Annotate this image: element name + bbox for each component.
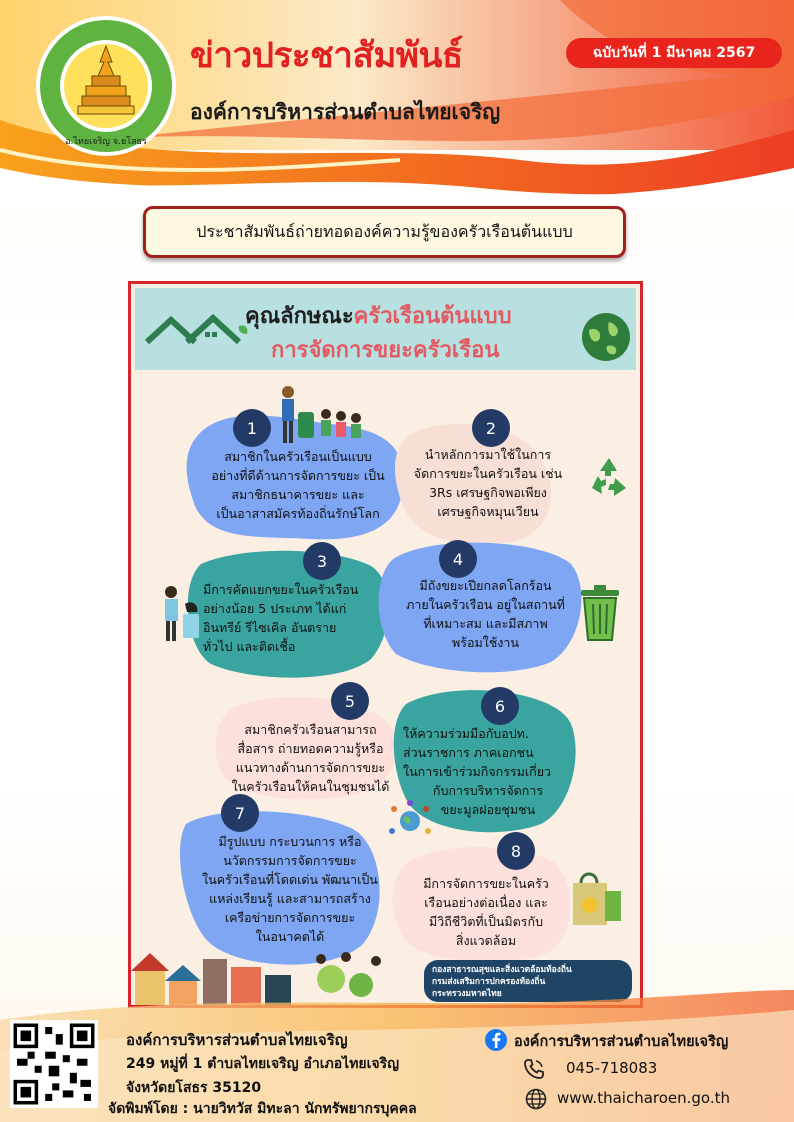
item-number-4: 4 — [439, 540, 477, 578]
item-text-7 — [195, 832, 385, 946]
item-4-line-3: ที่เหมาะสม และมีสภาพ — [423, 616, 548, 631]
organization-subtitle: องค์การบริหารส่วนตำบลไทยเจริญ — [190, 100, 501, 124]
item-2-line-2: จัดการขยะในครัวเรือน เช่น — [413, 466, 563, 481]
footer-address-line1: 249 หมู่ที่ 1 ตำบลไทยเจริญ อำเภอไทยเจริญ — [126, 1056, 400, 1072]
footer-printed-by: จัดพิมพ์โดย : นายวิทวัส มิทะลา นักทรัพยากรบุคคล — [108, 1101, 417, 1117]
svg-text:อ.ไทยเจริญ จ.ยโสธร: อ.ไทยเจริญ จ.ยโสธร — [65, 137, 147, 147]
agency-line-1: กองสาธารณสุขและสิ่งแวดล้อมท้องถิ่น — [432, 965, 572, 975]
item-number-5: 5 — [331, 682, 369, 720]
phone-icon — [522, 1057, 546, 1081]
item-5-line-4: ในครัวเรือนให้คนในชุมชนได้ — [231, 779, 390, 794]
item-text-1 — [197, 447, 399, 523]
qr-code[interactable] — [10, 1020, 98, 1108]
community-globe-icon — [386, 799, 434, 839]
item-text-4 — [393, 576, 578, 652]
footer-address-line2: จังหวัดยโสธร 35120 — [126, 1080, 262, 1096]
item-7-line-2: นวัตกรรมการจัดการขยะ — [223, 853, 357, 868]
item-8-line-2: เรือนอย่างต่อเนื่อง และ — [424, 895, 548, 910]
item-7-line-3: ในครัวเรือนที่โดดเด่น พัฒนาเป็น — [202, 872, 378, 887]
website-link[interactable]: www.thaicharoen.go.th — [557, 1089, 730, 1107]
item-4-line-1: มีถังขยะเปียกลดโลกร้อน — [419, 578, 552, 593]
logo-seal — [34, 14, 178, 158]
poster-title-line2: การจัดการขยะครัวเรือน — [271, 338, 500, 363]
item-1-line-1: สมาชิกในครัวเรือนเป็นแบบ — [224, 449, 372, 464]
item-2-line-4: เศรษฐกิจหมุนเวียน — [437, 504, 539, 519]
globe-web-icon — [524, 1087, 548, 1111]
poster-title-part1: คุณลักษณะ — [245, 304, 354, 329]
item-3-line-4: ทั่วไป และติดเชื้อ — [203, 639, 296, 654]
item-1-line-3: สมาชิกธนาคารขยะ และ — [231, 487, 365, 502]
item-number-6: 6 — [481, 687, 519, 725]
item-6-line-2: ส่วนราชการ ภาคเอกชน — [403, 745, 534, 760]
item-text-8 — [411, 874, 561, 950]
recycle-icon — [586, 454, 632, 500]
item-2-line-3: 3Rs เศรษฐกิจพอเพียง — [429, 485, 547, 500]
item-number-7: 7 — [221, 794, 259, 832]
ghost-text: คม 2564 — [646, 296, 704, 311]
trash-bin-icon — [577, 584, 623, 642]
issue-date-badge: ฉบับวันที่ 1 มีนาคม 2567 — [566, 38, 782, 68]
item-3-line-1: มีการคัดแยกขยะในครัวเรือน — [203, 582, 359, 597]
item-number-8: 8 — [497, 832, 535, 870]
item-3-line-2: อย่างน้อย 5 ประเภท ได้แก่ — [203, 601, 347, 616]
item-5-line-1: สมาชิกครัวเรือนสามารถ — [244, 722, 377, 737]
facebook-icon[interactable] — [484, 1028, 508, 1052]
item-4-line-4: พร้อมใช้งาน — [452, 635, 519, 650]
item-8-line-1: มีการจัดการขยะในครัว — [423, 876, 549, 891]
kids-recycling-icon — [276, 384, 366, 449]
facebook-page-name[interactable]: องค์การบริหารส่วนตำบลไทยเจริญ — [514, 1034, 729, 1050]
item-text-3 — [203, 580, 393, 656]
headline-banner: ประชาสัมพันธ์ถ่ายทอดองค์ความรู้ของครัวเรือนต้นแบบ — [143, 206, 626, 258]
item-6-line-1: ให้ความร่วมมือกับอปท. — [403, 726, 529, 741]
item-6-line-3: ในการเข้าร่วมกิจกรรมเกี่ยว — [403, 764, 552, 779]
eco-bag-icon — [567, 869, 625, 929]
agency-line-2: กรมส่งเสริมการปกครองท้องถิ่น — [432, 977, 546, 987]
phone-number[interactable]: 045-718083 — [566, 1059, 658, 1077]
item-number-1: 1 — [233, 409, 271, 447]
item-4-line-2: ภายในครัวเรือน อยู่ในสถานที่ — [406, 597, 565, 612]
item-1-line-4: เป็นอาสาสมัครท้องถิ่นรักษ์โลก — [216, 506, 380, 521]
item-7-line-1: มีรูปแบบ กระบวนการ หรือ — [218, 834, 362, 849]
item-6-line-4: กับการบริหารจัดการ — [432, 783, 544, 798]
item-7-line-4: แหล่งเรียนรู้ และสามารถสร้าง — [209, 891, 371, 906]
item-5-line-2: สื่อสาร ถ่ายทอดความรู้หรือ — [237, 741, 384, 756]
item-7-line-6: ในอนาคตได้ — [255, 929, 325, 944]
footer-org-name: องค์การบริหารส่วนตำบลไทยเจริญ — [126, 1031, 348, 1049]
item-7-line-5: เครือข่ายการจัดการขยะ — [224, 910, 356, 925]
poster-title-part2: ครัวเรือนต้นแบบ — [353, 304, 512, 329]
item-6-line-5: ขยะมูลฝอยชุมชน — [440, 802, 536, 817]
item-8-line-3: มีวิถีชีวิตที่เป็นมิตรกับ — [428, 914, 543, 929]
newsletter-title: ข่าวประชาสัมพันธ์ — [190, 36, 463, 76]
item-8-line-4: สิ่งแวดล้อม — [455, 933, 517, 948]
item-1-line-2: อย่างที่ดีด้านการจัดการขยะ เป็น — [211, 468, 385, 483]
item-2-line-1: นำหลักการมาใช้ในการ — [424, 447, 552, 462]
item-text-5 — [223, 720, 398, 796]
item-number-2: 2 — [472, 409, 510, 447]
infographic-poster — [128, 281, 643, 1008]
item-3-line-3: อินทรีย์ รีไซเคิล อันตราย — [203, 620, 337, 635]
agency-line-3: กระทรวงมหาดไทย — [432, 989, 502, 999]
waste-sorting-girl-icon — [157, 584, 205, 646]
item-number-3: 3 — [303, 542, 341, 580]
item-5-line-3: แนวทางด้านการจัดการขยะ — [235, 760, 386, 775]
item-text-2 — [403, 445, 573, 521]
